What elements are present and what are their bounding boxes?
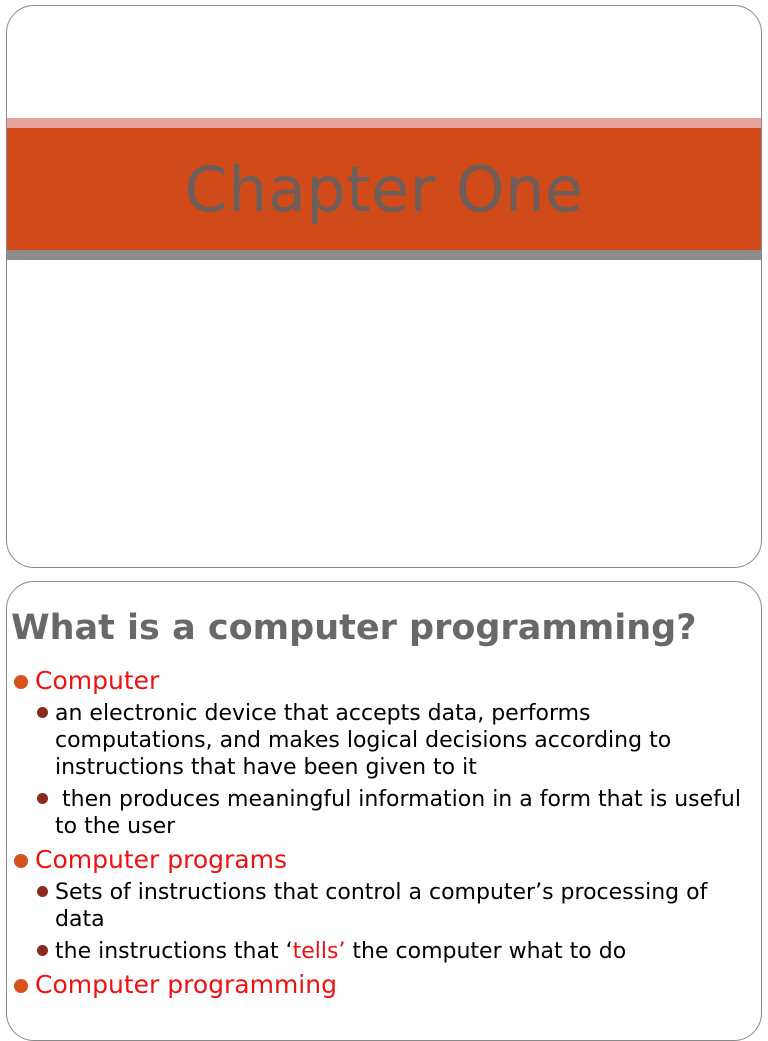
slide-title: Chapter One bbox=[184, 152, 584, 226]
bullet-computer-programming bbox=[7, 970, 761, 1000]
bullet-label: Computer programs bbox=[35, 845, 287, 874]
title-band-top-stripe bbox=[7, 118, 761, 128]
sub-bullet-text: Sets of instructions that control a computer’s processing of data bbox=[55, 880, 708, 932]
bullet-dot-icon bbox=[14, 854, 28, 868]
sub-bullet-dot-icon bbox=[37, 945, 48, 956]
bullet-label: Computer programming bbox=[35, 970, 337, 999]
bullet-list bbox=[7, 666, 761, 1004]
content-slide bbox=[6, 581, 762, 1041]
bullet-dot-icon bbox=[14, 979, 28, 993]
slide-heading: What is a computer programming? bbox=[11, 608, 697, 648]
sub-bullet-dot-icon bbox=[37, 707, 48, 718]
sub-bullet bbox=[7, 786, 761, 840]
title-slide bbox=[6, 5, 762, 568]
sub-bullet-highlight: tells’ bbox=[292, 939, 346, 964]
sub-bullet-dot-icon bbox=[37, 886, 48, 897]
bullet-dot-icon bbox=[14, 675, 28, 689]
sub-bullet bbox=[7, 700, 761, 781]
sub-bullet-text-after: the computer what to do bbox=[345, 939, 627, 964]
bullet-computer bbox=[7, 666, 761, 696]
sub-bullet-dot-icon bbox=[37, 793, 48, 804]
sub-bullet-text-before: the instructions that ‘ bbox=[55, 939, 293, 964]
bullet-computer-programs bbox=[7, 845, 761, 875]
sub-bullet-text: an electronic device that accepts data, performs computations, and makes logical decisions according to instructions that have been given to it bbox=[55, 701, 672, 780]
sub-bullet bbox=[7, 879, 761, 933]
sub-bullet-text: then produces meaningful information in a form that is useful to the user bbox=[55, 787, 748, 839]
sub-bullet bbox=[7, 938, 761, 965]
title-band-bottom-stripe bbox=[7, 250, 761, 260]
bullet-label: Computer bbox=[35, 666, 160, 695]
